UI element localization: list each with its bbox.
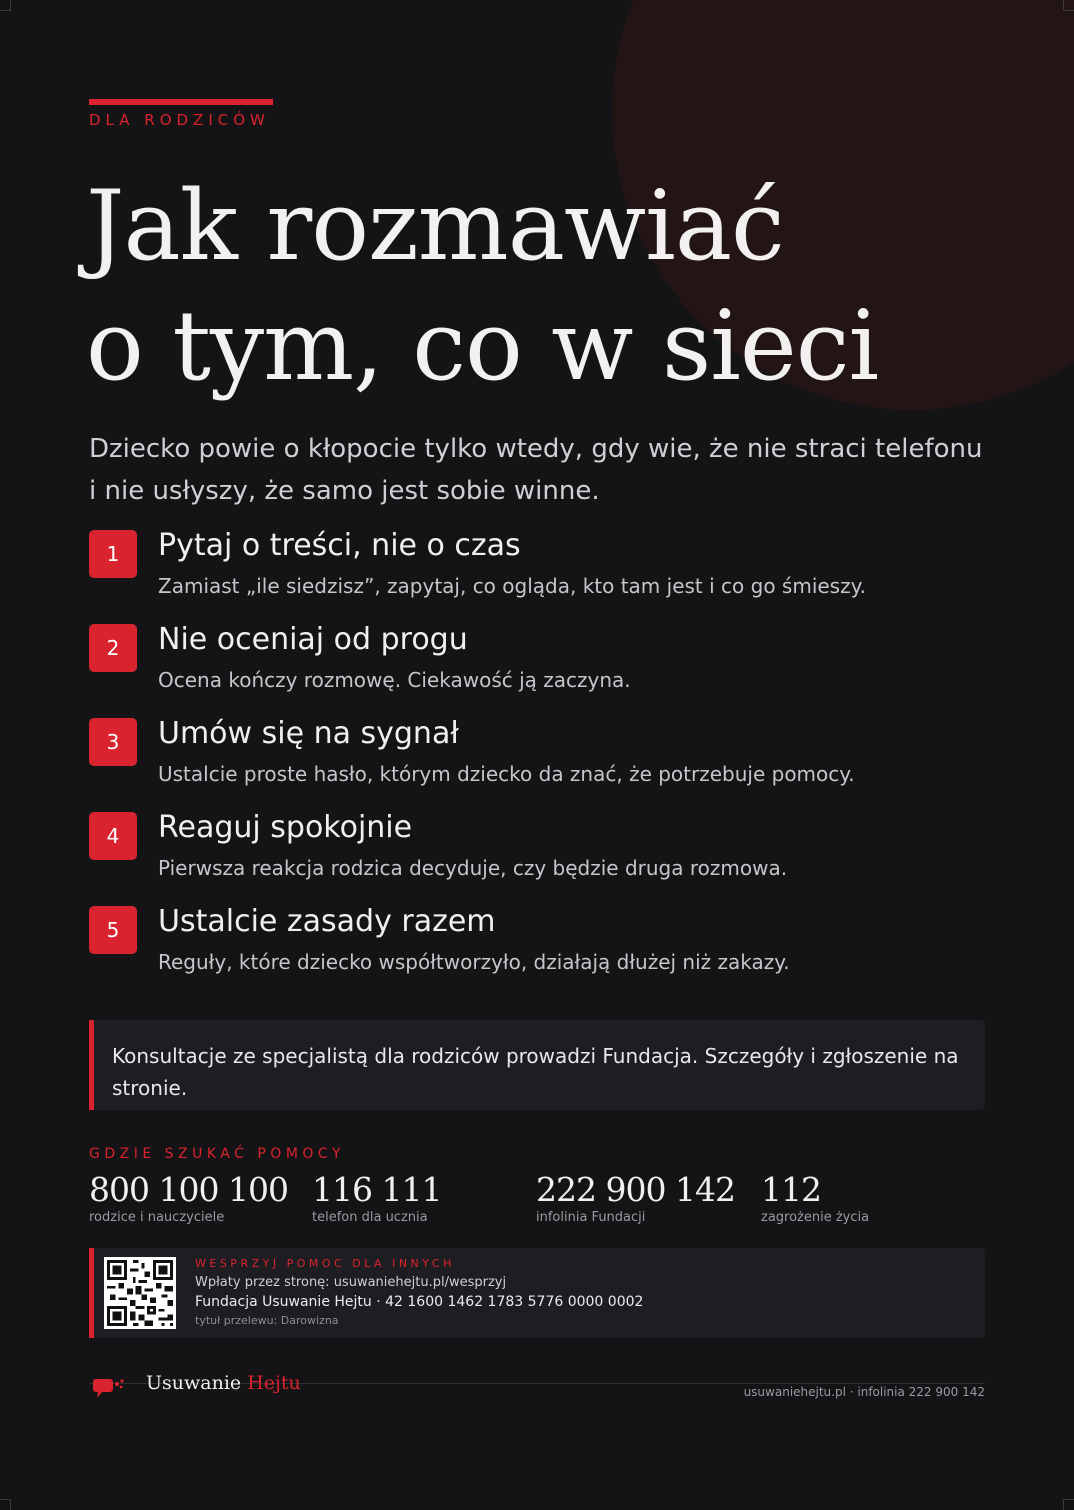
phone-label: zagrożenie życia bbox=[761, 1210, 870, 1225]
title-line-2: o tym, co w sieci bbox=[86, 290, 879, 402]
step-item bbox=[89, 530, 989, 624]
step-title: Pytaj o treści, nie o czas bbox=[158, 528, 521, 563]
step-description: Reguły, które dziecko współtworzyło, działają dłużej niż zakazy. bbox=[158, 950, 790, 974]
phone-label: telefon dla ucznia bbox=[312, 1210, 428, 1225]
qr-code-icon[interactable] bbox=[104, 1257, 176, 1329]
crop-mark bbox=[1063, 0, 1074, 11]
step-title: Umów się na sygnał bbox=[158, 716, 459, 751]
consultation-callout bbox=[89, 1020, 985, 1110]
speech-bubble-logo-icon bbox=[92, 1376, 126, 1404]
eyebrow-label: DLA RODZICÓW bbox=[89, 111, 270, 129]
logo-wordmark[interactable] bbox=[146, 1372, 301, 1394]
callout-text: Konsultacje ze specjalistą dla rodziców prowadzi Fundacja. Szczegóły i zgłoszenie na stronie. bbox=[112, 1044, 959, 1100]
step-number-badge: 4 bbox=[89, 812, 137, 860]
title-line-1: Jak rozmawiać bbox=[86, 170, 784, 282]
step-title: Reaguj spokojnie bbox=[158, 810, 413, 845]
step-number-badge: 2 bbox=[89, 624, 137, 672]
step-item bbox=[89, 812, 989, 906]
crop-mark bbox=[0, 0, 11, 11]
step-number-badge: 1 bbox=[89, 530, 137, 578]
phone-number[interactable]: 800 100 100 bbox=[89, 1170, 288, 1209]
donate-heading: WESPRZYJ POMOC DLA INNYCH bbox=[195, 1257, 455, 1270]
step-item bbox=[89, 906, 989, 1000]
phone-number[interactable]: 222 900 142 bbox=[536, 1170, 735, 1209]
step-item bbox=[89, 718, 989, 812]
step-description: Ocena kończy rozmowę. Ciekawość ją zaczyna. bbox=[158, 668, 631, 692]
footer-contact-text[interactable]: usuwaniehejtu.pl · infolinia 222 900 142 bbox=[743, 1385, 985, 1399]
lead-paragraph: Dziecko powie o kłopocie tylko wtedy, gdy wie, że nie straci telefonu i nie usłyszy, że samo jest sobie winne. bbox=[89, 434, 983, 506]
help-heading: GDZIE SZUKAĆ POMOCY bbox=[89, 1146, 346, 1162]
crop-mark bbox=[0, 1499, 11, 1510]
logo-word-accent: Hejtu bbox=[247, 1372, 301, 1394]
crop-mark bbox=[1063, 1499, 1074, 1510]
phone-entry[interactable] bbox=[312, 1170, 441, 1225]
step-number-badge: 5 bbox=[89, 906, 137, 954]
step-description: Ustalcie proste hasło, którym dziecko da znać, że potrzebuje pomocy. bbox=[158, 762, 855, 786]
phone-entry[interactable] bbox=[536, 1170, 735, 1225]
donate-account-text: Fundacja Usuwanie Hejtu · 42 1600 1462 1783 5776 0000 0002 bbox=[195, 1294, 644, 1310]
step-description: Pierwsza reakcja rodzica decyduje, czy będzie druga rozmowa. bbox=[158, 856, 788, 880]
phone-entry[interactable] bbox=[761, 1170, 869, 1225]
phone-entry[interactable] bbox=[89, 1170, 288, 1225]
step-title: Nie oceniaj od progu bbox=[158, 622, 468, 657]
donate-url-text[interactable]: Wpłaty przez stronę: usuwaniehejtu.pl/wesprzyj bbox=[195, 1275, 507, 1290]
step-title: Ustalcie zasady razem bbox=[158, 904, 496, 939]
page-title bbox=[86, 166, 1006, 406]
step-description: Zamiast „ile siedzisz”, zapytaj, co ogląda, kto tam jest i co go śmieszy. bbox=[158, 574, 866, 598]
donation-panel bbox=[89, 1248, 985, 1338]
phone-number[interactable]: 112 bbox=[761, 1170, 821, 1209]
step-item bbox=[89, 624, 989, 718]
phone-label: infolinia Fundacji bbox=[536, 1210, 646, 1225]
phone-label: rodzice i nauczyciele bbox=[89, 1210, 225, 1225]
step-number-badge: 3 bbox=[89, 718, 137, 766]
donate-transfer-title: tytuł przelewu: Darowizna bbox=[195, 1314, 339, 1327]
phone-number[interactable]: 116 111 bbox=[312, 1170, 442, 1209]
logo-word-main: Usuwanie bbox=[146, 1372, 248, 1394]
accent-bar bbox=[89, 99, 273, 105]
